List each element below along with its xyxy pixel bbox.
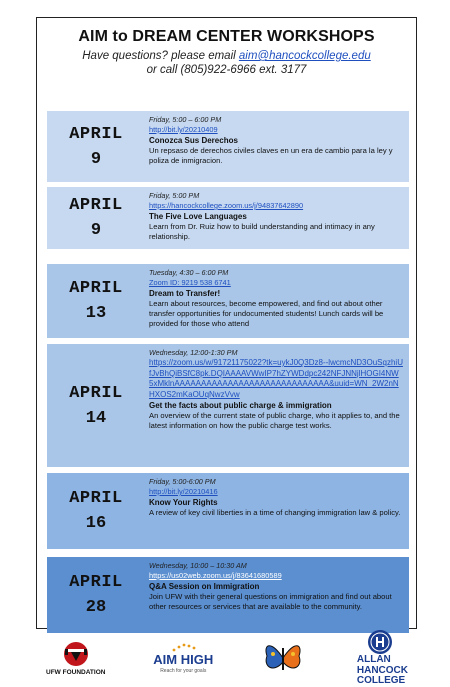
contact-prefix: Have questions? please email	[82, 50, 239, 62]
event-name: Dream to Transfer!	[149, 289, 221, 298]
ahc-line-2: HANCOCK	[356, 664, 408, 676]
event-info	[145, 264, 409, 338]
event-description: Learn from Dr. Ruiz how to build understanding and intimacy in any relationship.	[149, 222, 375, 241]
ahc-line-1: ALLAN	[356, 654, 391, 666]
event-info	[145, 473, 409, 549]
contact-email-line	[37, 50, 416, 62]
event-info	[145, 557, 409, 633]
event-link[interactable]: https://us02web.zoom.us/j/83641680589	[149, 571, 282, 580]
contact-phone-line: or call (805)922-6966 ext. 3177	[146, 64, 307, 76]
event-time: Friday, 5:00-6:00 PM	[149, 477, 216, 486]
event-description: An overview of the current state of public charge, who it applies to, and the latest information on how the public charge test works.	[149, 411, 400, 430]
event-day: 9	[90, 221, 102, 240]
event-day: 14	[85, 408, 107, 428]
event-date	[47, 557, 145, 633]
event-description: Join UFW with their general questions on immigration and find out about other resources or services that are available to the community.	[149, 592, 392, 611]
event-name: The Five Love Languages	[149, 212, 247, 221]
event-name: Know Your Rights	[149, 498, 218, 507]
event-card	[47, 344, 409, 467]
ufw-eagle-icon	[59, 641, 93, 667]
event-card	[47, 264, 409, 338]
flyer	[36, 17, 417, 629]
event-time: Friday, 5:00 PM	[149, 191, 200, 200]
event-time: Tuesday, 4:30 – 6:00 PM	[149, 268, 229, 277]
aim-high-logo	[153, 642, 213, 674]
butterfly-icon	[261, 634, 305, 682]
event-date	[47, 111, 145, 182]
allan-hancock-college-logo	[353, 629, 408, 687]
event-card	[47, 473, 409, 549]
event-month: APRIL	[69, 383, 123, 403]
aim-high-tagline: Reach for your goals	[160, 668, 207, 674]
event-link[interactable]: Zoom ID: 9219 538 6741	[149, 278, 231, 287]
event-name: Get the facts about public charge & immigration	[149, 401, 332, 410]
ufw-foundation-logo	[46, 641, 105, 676]
hancock-seal-icon	[367, 629, 393, 655]
event-card	[47, 557, 409, 633]
event-time: Wednesday, 12:00-1:30 PM	[149, 348, 238, 357]
aim-high-wordmark: AIM HIGH	[153, 652, 214, 667]
event-month: APRIL	[69, 489, 123, 508]
event-month: APRIL	[69, 124, 123, 144]
dare-to-dream-logo	[261, 634, 305, 682]
event-time: Wednesday, 10:00 – 10:30 AM	[149, 561, 247, 570]
event-date	[47, 264, 145, 338]
event-link[interactable]: http://bit.ly/20210416	[149, 487, 218, 496]
event-description: A review of key civil liberties in a time of changing immigration law & policy.	[149, 508, 401, 517]
event-date	[47, 344, 145, 467]
event-card	[47, 111, 409, 182]
event-date	[47, 187, 145, 249]
flyer-title: AIM to DREAM CENTER WORKSHOPS	[78, 28, 375, 45]
event-info	[145, 111, 409, 182]
event-day: 28	[85, 598, 107, 617]
event-day: 9	[90, 149, 102, 169]
event-card	[47, 187, 409, 249]
event-time: Friday, 5:00 – 6:00 PM	[149, 115, 222, 124]
event-description: Learn about resources, become empowered, and find out about other transfer opportunities for undocumented students! Lunch cards will be provided for those who attend	[149, 299, 384, 328]
event-month: APRIL	[69, 196, 123, 215]
event-link[interactable]: https://zoom.us/w/91721175022?tk=uykJ0Q3Dz8--lwcmcND3OuSqzhiUfJvBhQiBSfC8pk.DQIAAAAVWwIP7hZYWDdpc242NFJNNjlHOGI4NW5xMklnAAAAAAAAAAAAAAAAAAAAAAAAAAAAA&uuid=WN_2W2nNHXOS2mKaOUqNwzVvw	[149, 358, 403, 399]
event-info	[145, 344, 409, 467]
event-description: Un repsaso de derechos civiles claves en un era de cambio para la ley y poliza de inmigracion.	[149, 146, 393, 165]
flyer-header	[37, 18, 416, 76]
sponsor-logos	[46, 632, 408, 687]
event-day: 13	[85, 304, 107, 323]
event-name: Q&A Session on Immigration	[149, 582, 260, 591]
event-info	[145, 187, 409, 249]
allan-hancock-wordmark	[357, 655, 408, 687]
event-month: APRIL	[69, 573, 123, 592]
contact-email-link[interactable]: aim@hancockcollege.edu	[238, 50, 371, 62]
event-link[interactable]: https://hancockcollege.zoom.us/j/94837642890	[149, 201, 304, 210]
star-arc-icon	[168, 642, 198, 652]
ufw-logo-text: UFW FOUNDATION	[46, 668, 106, 676]
event-day: 16	[85, 514, 107, 533]
ahc-line-3: COLLEGE	[356, 675, 406, 687]
event-name: Conozca Sus Derechos	[149, 136, 238, 145]
event-link[interactable]: http://bit.ly/20210409	[149, 125, 218, 134]
event-month: APRIL	[69, 279, 123, 298]
event-date	[47, 473, 145, 549]
